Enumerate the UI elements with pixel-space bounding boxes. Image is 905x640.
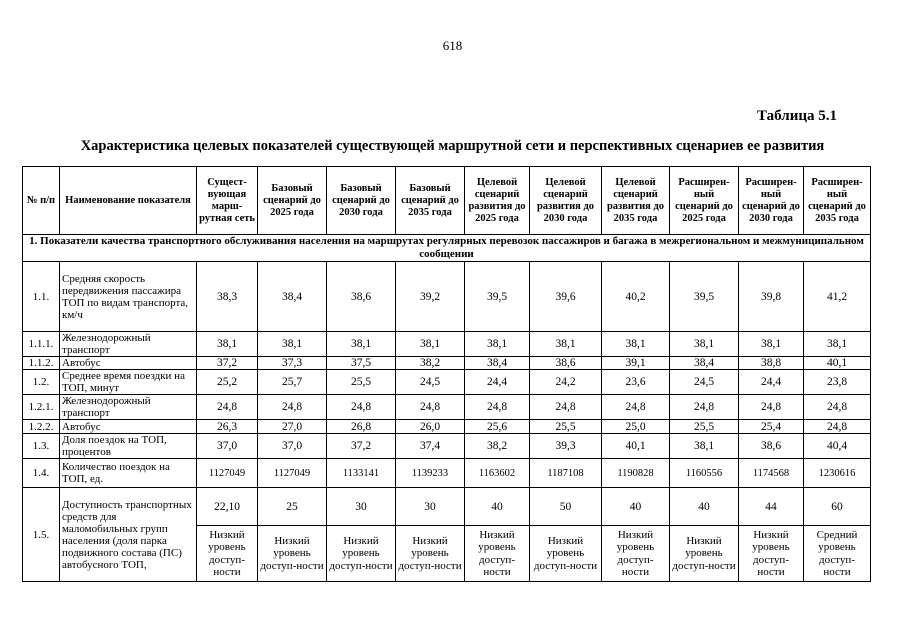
table-row [23,459,871,488]
cell-value: 37,4 [396,434,465,459]
cell-value: 24,4 [465,370,530,395]
row-num: 1.4. [23,459,60,488]
section-row [23,235,871,262]
table-row [23,332,871,357]
cell-value: 38,1 [396,332,465,357]
cell-value: 38,1 [670,434,739,459]
cell-value: 38,1 [804,332,871,357]
cell-value: 38,1 [197,332,258,357]
cell-value: 40,1 [804,357,871,370]
cell-value: 1139233 [396,459,465,488]
cell-value: 25,7 [258,370,327,395]
header-col: Базовый сценарий до 2035 года [396,167,465,235]
cell-level: Низкий уровень доступ-ности [258,526,327,582]
header-col: Расширен-ный сценарий до 2025 года [670,167,739,235]
cell-value: 26,3 [197,420,258,434]
cell-value: 39,3 [530,434,602,459]
cell-value: 25,6 [465,420,530,434]
cell-value: 38,1 [670,332,739,357]
cell-value: 1127049 [197,459,258,488]
cell-value: 25,5 [670,420,739,434]
cell-value: 24,8 [465,395,530,420]
table-label: Таблица 5.1 [757,108,837,124]
page-number: 618 [442,38,463,53]
cell-value: 24,5 [396,370,465,395]
header-col: Базовый сценарий до 2030 года [327,167,396,235]
row-num: 1.1. [23,262,60,332]
header-name: Наименование показателя [60,167,197,235]
row-name: Автобус [60,420,197,434]
table-row [23,357,871,370]
cell-value: 24,8 [602,395,670,420]
cell-level: Низкий уровень доступ-ности [327,526,396,582]
row-name: Железнодорожный транспорт [60,395,197,420]
cell-value: 25,5 [530,420,602,434]
cell-value: 38,2 [465,434,530,459]
cell-value: 25,4 [739,420,804,434]
row-name: Автобус [60,357,197,370]
cell-value: 38,1 [739,332,804,357]
cell-value: 38,3 [197,262,258,332]
cell-value: 25 [258,488,327,526]
table-row [23,488,871,526]
cell-value: 38,4 [258,262,327,332]
cell-value: 37,2 [327,434,396,459]
cell-value: 1133141 [327,459,396,488]
cell-value: 24,8 [804,420,871,434]
cell-value: 30 [396,488,465,526]
cell-value: 24,8 [396,395,465,420]
header-col: Расширен-ный сценарий до 2035 года [804,167,871,235]
cell-value: 38,6 [739,434,804,459]
table-title: Характеристика целевых показателей существующей маршрутной сети и перспективных сценариев ее развития [80,138,825,154]
row-num: 1.1.1. [23,332,60,357]
cell-value: 24,8 [739,395,804,420]
table-row [23,395,871,420]
table-row [23,370,871,395]
cell-value: 1127049 [258,459,327,488]
section-title: 1. Показатели качества транспортного обслуживания населения на маршрутах регулярных перевозок пассажиров и багажа в межрегиональном и межмуниципальном сообщении [23,235,871,262]
cell-value: 26,8 [327,420,396,434]
cell-value: 39,2 [396,262,465,332]
cell-value: 37,3 [258,357,327,370]
cell-value: 40,4 [804,434,871,459]
row-name: Железнодорожный транспорт [60,332,197,357]
header-col: Базовый сценарий до 2025 года [258,167,327,235]
cell-value: 27,0 [258,420,327,434]
cell-value: 38,6 [327,262,396,332]
table-row [23,434,871,459]
cell-value: 38,8 [739,357,804,370]
indicators-table [22,166,871,582]
cell-level: Низкий уровень доступ-ности [530,526,602,582]
cell-value: 44 [739,488,804,526]
cell-level: Низкий уровень доступ-ности [197,526,258,582]
cell-level: Низкий уровень доступ-ности [739,526,804,582]
table-row [23,262,871,332]
cell-level: Низкий уровень доступ-ности [602,526,670,582]
cell-value: 38,2 [396,357,465,370]
cell-level: Низкий уровень доступ-ности [465,526,530,582]
cell-value: 25,5 [327,370,396,395]
cell-value: 25,2 [197,370,258,395]
header-col: Сущест-вующая марш-рутная сеть [197,167,258,235]
cell-value: 30 [327,488,396,526]
cell-value: 1187108 [530,459,602,488]
cell-value: 39,5 [670,262,739,332]
cell-value: 23,8 [804,370,871,395]
cell-value: 24,5 [670,370,739,395]
cell-value: 24,2 [530,370,602,395]
header-col: Целевой сценарий развития до 2030 года [530,167,602,235]
cell-value: 38,6 [530,357,602,370]
header-col: Целевой сценарий развития до 2025 года [465,167,530,235]
cell-value: 41,2 [804,262,871,332]
row-name: Доля поездок на ТОП, процентов [60,434,197,459]
cell-value: 38,1 [602,332,670,357]
cell-value: 38,4 [465,357,530,370]
cell-value: 60 [804,488,871,526]
cell-value: 24,8 [530,395,602,420]
cell-level: Низкий уровень доступ-ности [396,526,465,582]
cell-value: 40 [602,488,670,526]
cell-value: 40 [465,488,530,526]
row-name: Доступность транспортных средств для маломобильных групп населения (доля парка подвижного состава (ПС) автобусного ТОП, [60,488,197,582]
cell-value: 24,8 [804,395,871,420]
cell-value: 24,8 [197,395,258,420]
cell-value: 1174568 [739,459,804,488]
cell-value: 24,4 [739,370,804,395]
cell-value: 38,4 [670,357,739,370]
cell-value: 40 [670,488,739,526]
cell-level: Средний уровень доступ-ности [804,526,871,582]
cell-value: 38,1 [258,332,327,357]
cell-value: 40,2 [602,262,670,332]
row-name: Среднее время поездки на ТОП, минут [60,370,197,395]
cell-value: 39,8 [739,262,804,332]
cell-level: Низкий уровень доступ-ности [670,526,739,582]
cell-value: 39,5 [465,262,530,332]
table-row [23,420,871,434]
cell-value: 38,1 [327,332,396,357]
cell-value: 1163602 [465,459,530,488]
row-num: 1.1.2. [23,357,60,370]
header-row [23,167,871,235]
cell-value: 38,1 [465,332,530,357]
cell-value: 24,8 [258,395,327,420]
cell-value: 38,1 [530,332,602,357]
row-name: Количество поездок на ТОП, ед. [60,459,197,488]
cell-value: 39,1 [602,357,670,370]
row-num: 1.5. [23,488,60,582]
cell-value: 25,0 [602,420,670,434]
cell-value: 37,0 [258,434,327,459]
cell-value: 1160556 [670,459,739,488]
cell-value: 37,2 [197,357,258,370]
cell-value: 26,0 [396,420,465,434]
row-num: 1.2.2. [23,420,60,434]
row-name: Средняя скорость передвижения пассажира ТОП по видам транспорта, км/ч [60,262,197,332]
cell-value: 39,6 [530,262,602,332]
cell-value: 37,0 [197,434,258,459]
cell-value: 24,8 [327,395,396,420]
cell-value: 24,8 [670,395,739,420]
cell-value: 23,6 [602,370,670,395]
cell-value: 22,10 [197,488,258,526]
header-num: № п/п [23,167,60,235]
row-num: 1.3. [23,434,60,459]
cell-value: 1190828 [602,459,670,488]
header-col: Целевой сценарий развития до 2035 года [602,167,670,235]
row-num: 1.2.1. [23,395,60,420]
cell-value: 37,5 [327,357,396,370]
cell-value: 50 [530,488,602,526]
cell-value: 1230616 [804,459,871,488]
header-col: Расширен-ный сценарий до 2030 года [739,167,804,235]
row-num: 1.2. [23,370,60,395]
cell-value: 40,1 [602,434,670,459]
